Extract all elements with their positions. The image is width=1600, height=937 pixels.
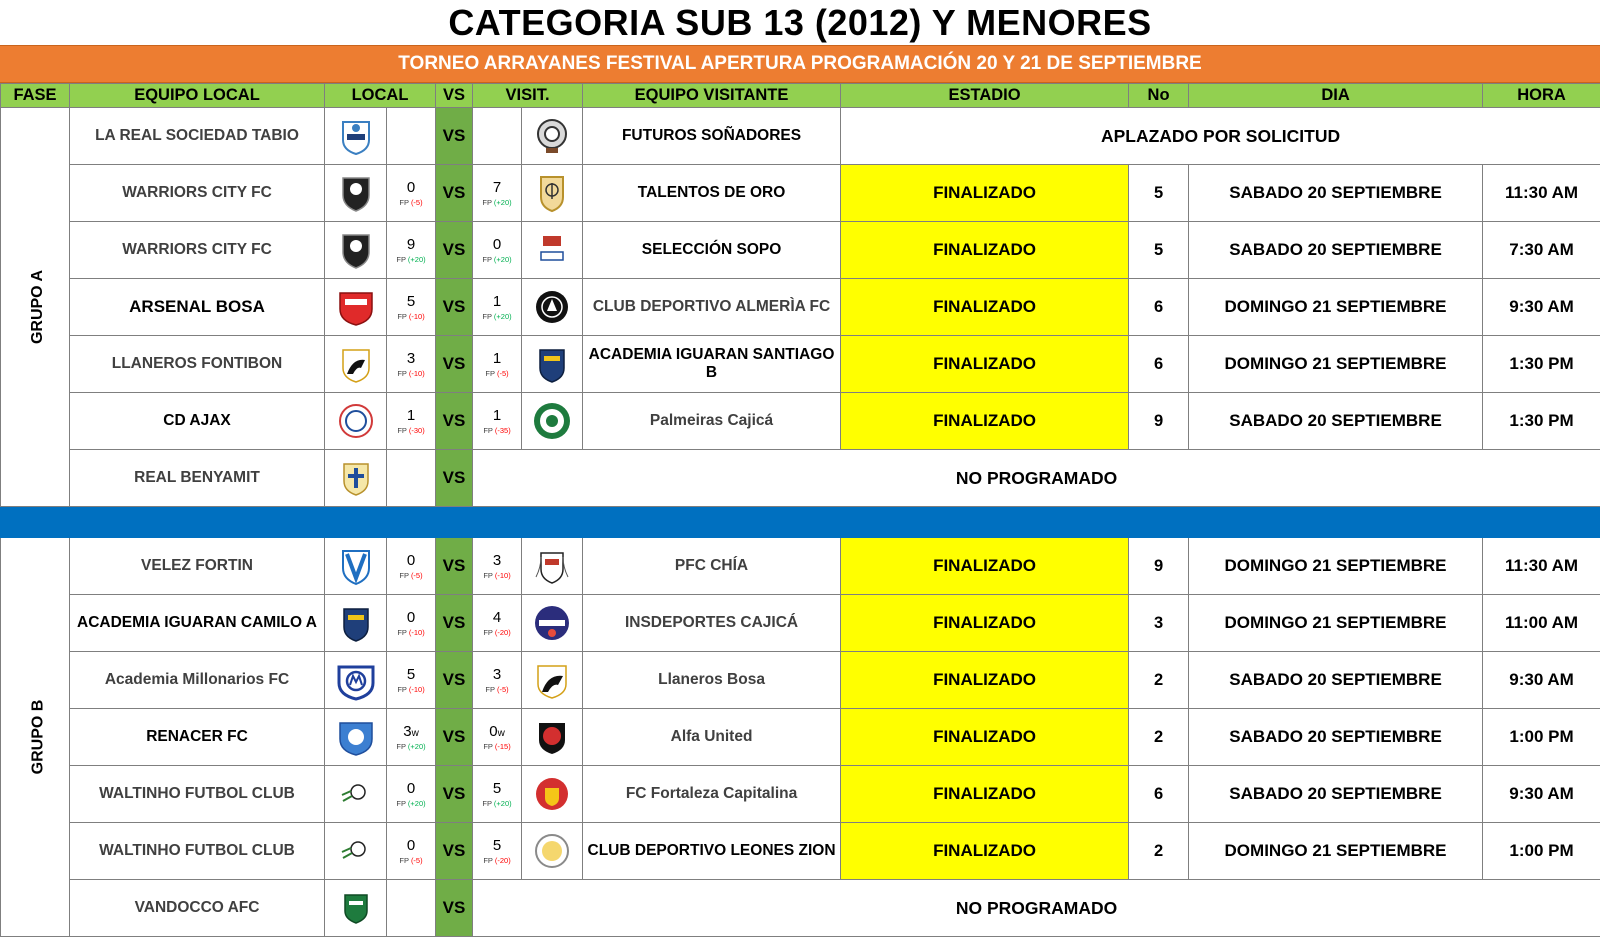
- field-number: 9: [1129, 538, 1189, 595]
- local-score: 3 FP (-10): [387, 336, 436, 393]
- field-number: 2: [1129, 709, 1189, 766]
- local-score: 0 FP (-5): [387, 538, 436, 595]
- match-day: SABADO 20 SEPTIEMBRE: [1189, 393, 1483, 450]
- table-row: [1, 279, 1600, 336]
- table-row: [1, 595, 1600, 652]
- local-team: CD AJAX: [70, 393, 325, 450]
- match-day: DOMINGO 21 SEPTIEMBRE: [1189, 336, 1483, 393]
- table-row: [1, 222, 1600, 279]
- match-note: NO PROGRAMADO: [473, 450, 1600, 507]
- match-day: SABADO 20 SEPTIEMBRE: [1189, 222, 1483, 279]
- header-no: No: [1129, 84, 1189, 108]
- team-crest-icon: [325, 336, 387, 393]
- team-crest-icon: [522, 595, 583, 652]
- match-day: SABADO 20 SEPTIEMBRE: [1189, 766, 1483, 823]
- match-day: SABADO 20 SEPTIEMBRE: [1189, 652, 1483, 709]
- match-time: 11:30 AM: [1483, 165, 1600, 222]
- local-score: 1 FP (-30): [387, 393, 436, 450]
- team-crest-icon: [522, 652, 583, 709]
- local-score: 0 FP (-5): [387, 823, 436, 880]
- field-number: 2: [1129, 823, 1189, 880]
- team-crest-icon: [522, 709, 583, 766]
- local-team: WALTINHO FUTBOL CLUB: [70, 823, 325, 880]
- match-note: APLAZADO POR SOLICITUD: [841, 108, 1600, 165]
- vs-label: VS: [436, 766, 473, 823]
- match-note: NO PROGRAMADO: [473, 880, 1600, 937]
- header-visit: VISIT.: [473, 84, 583, 108]
- header-row: [1, 84, 1600, 108]
- match-time: 9:30 AM: [1483, 766, 1600, 823]
- page-title: CATEGORIA SUB 13 (2012) Y MENORES: [448, 1, 1152, 43]
- vs-label: VS: [436, 450, 473, 507]
- local-team: WALTINHO FUTBOL CLUB: [70, 766, 325, 823]
- field-number: 6: [1129, 766, 1189, 823]
- visitor-team: FC Fortaleza Capitalina: [583, 766, 841, 823]
- field-number: 6: [1129, 279, 1189, 336]
- header-estadio: ESTADIO: [841, 84, 1129, 108]
- vs-label: VS: [436, 393, 473, 450]
- visit-score: 1 FP (-35): [473, 393, 522, 450]
- local-score-empty: [387, 450, 436, 507]
- field-number: 6: [1129, 336, 1189, 393]
- match-time: 1:00 PM: [1483, 709, 1600, 766]
- team-crest-icon: [522, 823, 583, 880]
- table-row: [1, 766, 1600, 823]
- team-crest-icon: [522, 165, 583, 222]
- local-team: VANDOCCO AFC: [70, 880, 325, 937]
- table-row: [1, 538, 1600, 595]
- local-team: RENACER FC: [70, 709, 325, 766]
- local-score: 5 FP (-10): [387, 279, 436, 336]
- vs-label: VS: [436, 652, 473, 709]
- visit-score: 4 FP (-20): [473, 595, 522, 652]
- local-score-empty: [387, 108, 436, 165]
- visit-score: 7 FP (+20): [473, 165, 522, 222]
- visitor-team: Llaneros Bosa: [583, 652, 841, 709]
- team-crest-icon: [325, 108, 387, 165]
- status-cell: FINALIZADO: [841, 279, 1129, 336]
- visitor-team: Alfa United: [583, 709, 841, 766]
- header-hora: HORA: [1483, 84, 1600, 108]
- header-equipo-visitante: EQUIPO VISITANTE: [583, 84, 841, 108]
- team-crest-icon: [325, 880, 387, 937]
- table-row: [1, 823, 1600, 880]
- schedule-table: [0, 83, 1600, 937]
- match-time: 9:30 AM: [1483, 279, 1600, 336]
- match-time: 9:30 AM: [1483, 652, 1600, 709]
- local-score: 9 FP (+20): [387, 222, 436, 279]
- vs-label: VS: [436, 595, 473, 652]
- header-vs: VS: [436, 84, 473, 108]
- header-dia: DIA: [1189, 84, 1483, 108]
- team-crest-icon: [522, 108, 583, 165]
- local-score: 0 FP (-5): [387, 165, 436, 222]
- team-crest-icon: [522, 538, 583, 595]
- vs-label: VS: [436, 336, 473, 393]
- team-crest-icon: [522, 393, 583, 450]
- group-b-label: GRUPO B: [1, 538, 70, 937]
- team-crest-icon: [325, 279, 387, 336]
- status-cell: FINALIZADO: [841, 538, 1129, 595]
- table-row: [1, 450, 1600, 507]
- match-day: DOMINGO 21 SEPTIEMBRE: [1189, 823, 1483, 880]
- status-cell: FINALIZADO: [841, 766, 1129, 823]
- match-time: 1:00 PM: [1483, 823, 1600, 880]
- table-row: [1, 709, 1600, 766]
- status-cell: FINALIZADO: [841, 222, 1129, 279]
- local-team: ARSENAL BOSA: [70, 279, 325, 336]
- visitor-team: SELECCIÓN SOPO: [583, 222, 841, 279]
- field-number: 2: [1129, 652, 1189, 709]
- table-row: [1, 393, 1600, 450]
- match-time: 1:30 PM: [1483, 336, 1600, 393]
- team-crest-icon: [522, 279, 583, 336]
- status-cell: FINALIZADO: [841, 595, 1129, 652]
- vs-label: VS: [436, 279, 473, 336]
- local-team: REAL BENYAMIT: [70, 450, 325, 507]
- team-crest-icon: [325, 766, 387, 823]
- match-day: DOMINGO 21 SEPTIEMBRE: [1189, 595, 1483, 652]
- field-number: 5: [1129, 165, 1189, 222]
- team-crest-icon: [325, 652, 387, 709]
- visitor-team: PFC CHÍA: [583, 538, 841, 595]
- vs-label: VS: [436, 880, 473, 937]
- visitor-team: CLUB DEPORTIVO LEONES ZION: [583, 823, 841, 880]
- match-day: SABADO 20 SEPTIEMBRE: [1189, 709, 1483, 766]
- visitor-team: CLUB DEPORTIVO ALMERÌA FC: [583, 279, 841, 336]
- header-local: LOCAL: [325, 84, 436, 108]
- status-cell: FINALIZADO: [841, 336, 1129, 393]
- visit-score: 1 FP (-5): [473, 336, 522, 393]
- visit-score-empty: [473, 108, 522, 165]
- match-day: DOMINGO 21 SEPTIEMBRE: [1189, 538, 1483, 595]
- team-crest-icon: [325, 595, 387, 652]
- table-row: [1, 336, 1600, 393]
- vs-label: VS: [436, 108, 473, 165]
- visit-score: 5 FP (+20): [473, 766, 522, 823]
- visitor-team: Palmeiras Cajicá: [583, 393, 841, 450]
- visit-score: 3 FP (-10): [473, 538, 522, 595]
- team-crest-icon: [325, 538, 387, 595]
- team-crest-icon: [325, 393, 387, 450]
- vs-label: VS: [436, 538, 473, 595]
- visit-score: 5 FP (-20): [473, 823, 522, 880]
- visitor-team: INSDEPORTES CAJICÁ: [583, 595, 841, 652]
- field-number: 3: [1129, 595, 1189, 652]
- status-cell: FINALIZADO: [841, 652, 1129, 709]
- header-equipo-local: EQUIPO LOCAL: [70, 84, 325, 108]
- local-score-empty: [387, 880, 436, 937]
- team-crest-icon: [325, 450, 387, 507]
- team-crest-icon: [522, 336, 583, 393]
- tournament-subtitle: TORNEO ARRAYANES FESTIVAL APERTURA PROGRAMACIÓN 20 Y 21 DE SEPTIEMBRE: [0, 45, 1600, 83]
- visitor-team: TALENTOS DE ORO: [583, 165, 841, 222]
- status-cell: FINALIZADO: [841, 823, 1129, 880]
- local-team: WARRIORS CITY FC: [70, 222, 325, 279]
- visit-score: 1 FP (+20): [473, 279, 522, 336]
- local-score: 0 FP (-10): [387, 595, 436, 652]
- team-crest-icon: [325, 823, 387, 880]
- local-team: VELEZ FORTIN: [70, 538, 325, 595]
- local-team: WARRIORS CITY FC: [70, 165, 325, 222]
- field-number: 9: [1129, 393, 1189, 450]
- visitor-team: ACADEMIA IGUARAN SANTIAGO B: [583, 336, 841, 393]
- match-day: DOMINGO 21 SEPTIEMBRE: [1189, 279, 1483, 336]
- field-number: 5: [1129, 222, 1189, 279]
- status-cell: FINALIZADO: [841, 709, 1129, 766]
- local-team: LLANEROS FONTIBON: [70, 336, 325, 393]
- team-crest-icon: [325, 165, 387, 222]
- vs-label: VS: [436, 823, 473, 880]
- vs-label: VS: [436, 222, 473, 279]
- local-score: 3w FP (+20): [387, 709, 436, 766]
- team-crest-icon: [522, 766, 583, 823]
- table-row: [1, 108, 1600, 165]
- team-crest-icon: [325, 222, 387, 279]
- visit-score: 0 FP (+20): [473, 222, 522, 279]
- group-a-label: GRUPO A: [1, 108, 70, 507]
- local-team: ACADEMIA IGUARAN CAMILO A: [70, 595, 325, 652]
- local-score: 5 FP (-10): [387, 652, 436, 709]
- visitor-team: FUTUROS SOÑADORES: [583, 108, 841, 165]
- team-crest-icon: [325, 709, 387, 766]
- group-separator: [1, 507, 1600, 538]
- visit-score: 3 FP (-5): [473, 652, 522, 709]
- table-row: [1, 880, 1600, 937]
- local-team: Academia Millonarios FC: [70, 652, 325, 709]
- vs-label: VS: [436, 165, 473, 222]
- local-team: LA REAL SOCIEDAD TABIO: [70, 108, 325, 165]
- match-time: 11:00 AM: [1483, 595, 1600, 652]
- match-time: 11:30 AM: [1483, 538, 1600, 595]
- header-fase: FASE: [1, 84, 70, 108]
- match-time: 1:30 PM: [1483, 393, 1600, 450]
- match-time: 7:30 AM: [1483, 222, 1600, 279]
- vs-label: VS: [436, 709, 473, 766]
- match-day: SABADO 20 SEPTIEMBRE: [1189, 165, 1483, 222]
- table-row: [1, 652, 1600, 709]
- status-cell: FINALIZADO: [841, 393, 1129, 450]
- status-cell: FINALIZADO: [841, 165, 1129, 222]
- table-row: [1, 165, 1600, 222]
- team-crest-icon: [522, 222, 583, 279]
- local-score: 0 FP (+20): [387, 766, 436, 823]
- visit-score: 0w FP (-15): [473, 709, 522, 766]
